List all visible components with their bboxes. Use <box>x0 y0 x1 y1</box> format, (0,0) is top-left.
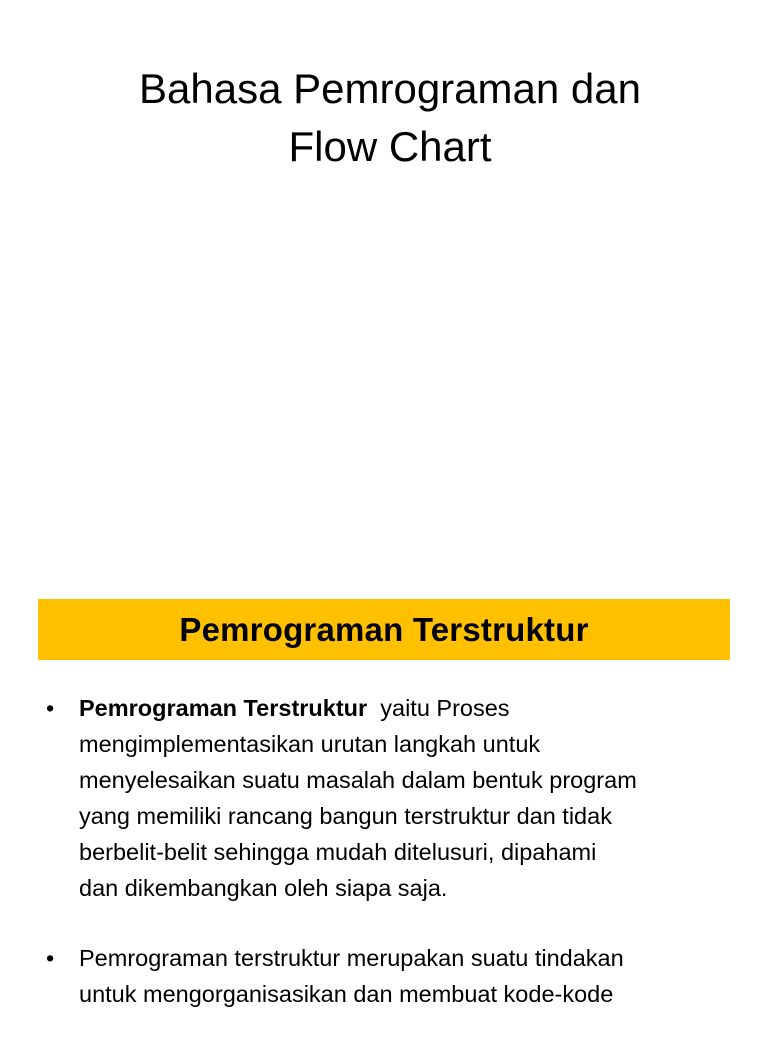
bullet-line: Pemrograman terstruktur merupakan suatu tindakan <box>79 945 624 971</box>
bullet-line: dan dikembangkan oleh siapa saja. <box>79 875 448 901</box>
bullet-line: mengimplementasikan urutan langkah untuk <box>79 731 541 757</box>
slide-title-line-2: Flow Chart <box>288 123 492 170</box>
bullet-line: untuk mengorganisasikan dan membuat kode-kode <box>79 981 614 1007</box>
bullet-item-explanation <box>46 940 736 1012</box>
bullet-line: berbelit-belit sehingga mudah ditelusuri, dipahami <box>79 839 597 865</box>
first-line-rest: yaitu Proses <box>367 695 510 721</box>
bullet-first-line <box>79 690 736 726</box>
bullet-line: yang memiliki rancang bangun terstruktur dan tidak <box>79 803 612 829</box>
slide-title <box>60 60 720 176</box>
bullet-list <box>46 690 736 1046</box>
bullet-marker: • <box>46 945 55 971</box>
bold-term: Pemrograman Terstruktur <box>79 695 368 721</box>
bullet-marker: • <box>46 695 55 721</box>
section-banner <box>38 599 730 660</box>
bullet-line: menyelesaikan suatu masalah dalam bentuk program <box>79 767 637 793</box>
slide-title-line-1: Bahasa Pemrograman dan <box>139 65 641 112</box>
bullet-item-definition <box>46 690 736 906</box>
section-heading: Pemrograman Terstruktur <box>179 610 589 648</box>
